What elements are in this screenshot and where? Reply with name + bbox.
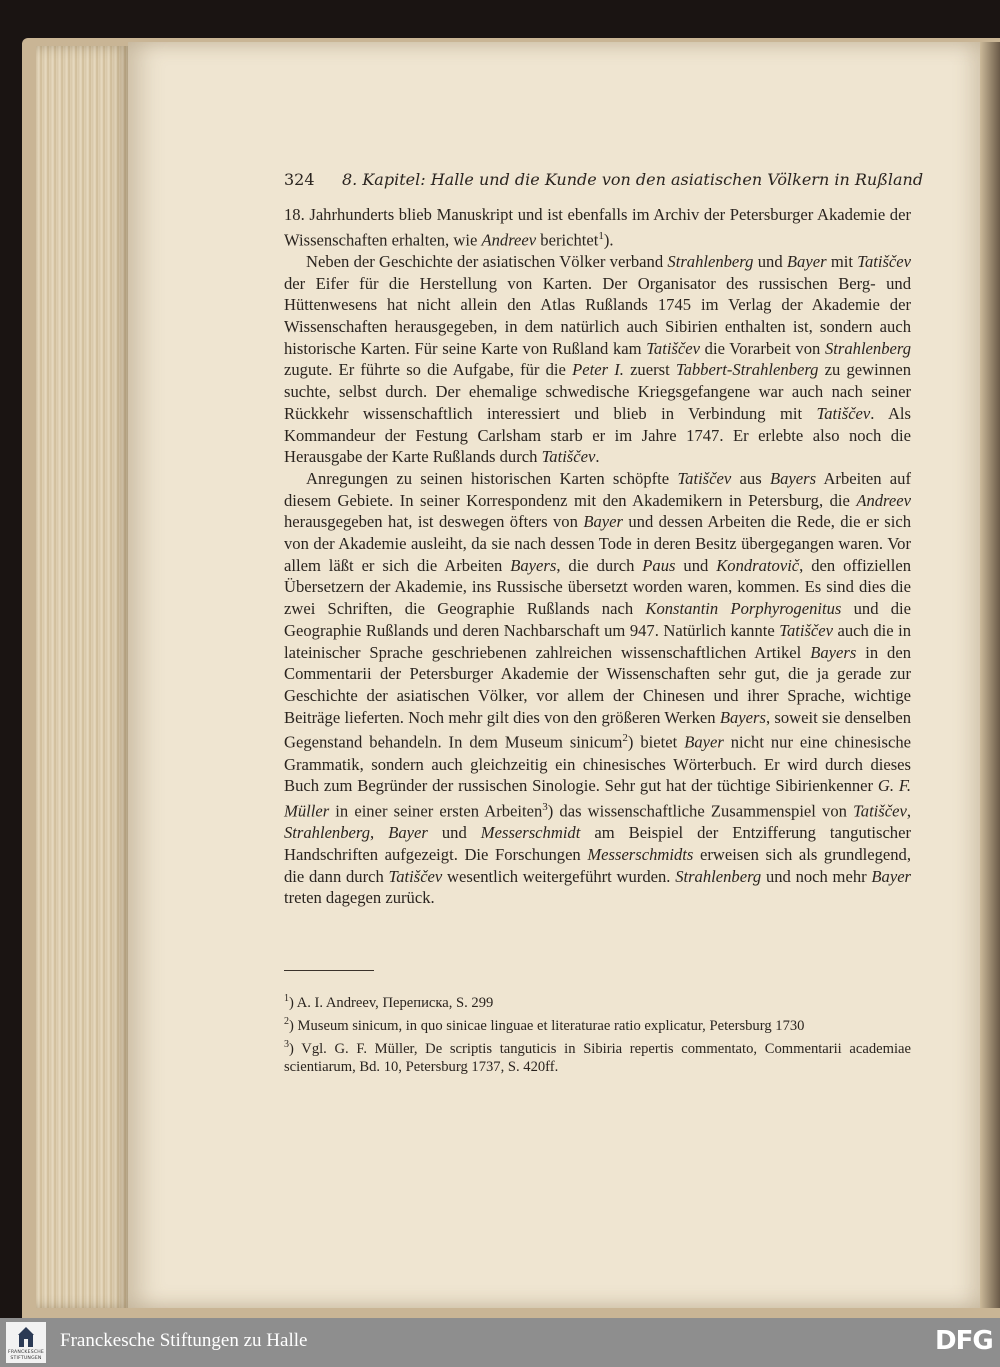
footnote: [284, 1013, 911, 1035]
footnote-ref[interactable]: 1: [598, 229, 604, 242]
footnote-ref[interactable]: 2: [622, 732, 628, 745]
italic-name: Bayer: [583, 512, 623, 532]
facing-page-edge: [980, 42, 1000, 1308]
page-number: 324: [284, 170, 315, 189]
paragraph: [284, 468, 911, 909]
text-run: Anregungen zu seinen historischen Karten schöpfte: [306, 468, 678, 488]
text-run: zu gewinnen suchte, selbst durch. Der ehemalige schwedische Kriegsgefangene war auch nach seiner Rückkehr wissenschaftlich interessiert und blieb in Verbindung mit: [284, 360, 911, 423]
text-run: nicht nur eine chinesische Grammatik, sondern auch gleichzeitig ein chinesisches Wörterbuch. Er wird durch dieses Buch zum Begründer der russischen Sinologie. Sehr gut hat der tüchtige Sibirienkenner: [284, 732, 911, 796]
text-run: 18. Jahrhunderts blieb Manuskript und ist ebenfalls im Archiv der Petersburger Akademie der Wissenschaften erhalten, wie: [284, 205, 911, 250]
logo-line-2: STIFTUNGEN: [10, 1356, 42, 1361]
text-run: und noch mehr: [761, 866, 872, 886]
text-run: in den Commentarii der Petersburger Akademie der Wissenschaften sehr gut, die ja gerade zur Geschichte der asiatischen Völker, vor allem der Chinesen und ihrer Sprache, wichtige Beiträge lieferten. Noch mehr gilt dies von den größeren Werken: [284, 642, 911, 727]
italic-name: Bayers: [769, 468, 817, 488]
building-icon: [17, 1326, 35, 1348]
text-run: und die Geographie Rußlands und deren Nachbarschaft um 947. Natürlich kannte: [284, 599, 911, 640]
running-title: 8. Kapitel: Halle und die Kunde von den asiatischen Völkern in Rußland: [342, 170, 924, 189]
italic-name: Tatiščev: [388, 866, 443, 886]
text-run: ,: [370, 823, 389, 843]
text-run: auch die in lateinischer Sprache geschriebenen zahlreichen wissenschaftlichen Artikel: [284, 620, 911, 662]
italic-name: Messerschmidt: [480, 823, 581, 843]
text-run: und dessen Arbeiten die Rede, die er sich von der Akademie ausleiht, da sie nach dessen Tode in deren Besitz übergegangen waren. Vor allem läßt er sich die Arbeiten: [284, 512, 911, 575]
text-run: Neben der Geschichte der asiatischen Völker verband: [306, 251, 668, 271]
italic-name: Tatiščev: [779, 620, 834, 640]
footnote-ref[interactable]: 3: [542, 801, 548, 814]
text-run: treten dagegen zurück.: [284, 888, 435, 908]
italic-name: Bayer: [871, 866, 912, 886]
text-run: mit: [826, 251, 858, 271]
italic-name: Tatiščev: [857, 251, 912, 271]
italic-name: Tabbert-Strahlenberg: [675, 360, 819, 380]
text-run: die Vorarbeit von: [700, 338, 825, 358]
text-run: zugute. Er führte so die Aufgabe, für die: [284, 360, 573, 380]
text-run: ).: [603, 230, 614, 250]
italic-name: Bayers: [719, 707, 766, 727]
text-run: , soweit sie denselben Gegenstand behandeln. In dem Museum sinicum: [284, 707, 911, 752]
footnote-mark: 3: [284, 1039, 289, 1051]
logo-line-1: FRANCKESCHE: [7, 1350, 45, 1355]
italic-name: Tatiščev: [853, 801, 907, 821]
italic-name: Andreev: [856, 490, 911, 510]
italic-name: Bayer: [684, 732, 724, 752]
footnote-mark: 2: [284, 1016, 289, 1028]
italic-name: Bayers: [510, 555, 557, 575]
text-run: und: [427, 823, 481, 843]
italic-name: Bayer: [786, 251, 827, 271]
italic-name: Andreev: [481, 230, 537, 250]
text-run: und: [753, 251, 787, 271]
text-run: berichtet: [536, 230, 599, 250]
body-text: [284, 204, 911, 909]
italic-name: Tatiščev: [541, 447, 596, 467]
footnotes: [284, 990, 911, 1077]
italic-name: Bayers: [810, 642, 857, 662]
italic-name: G. F. Müller: [284, 776, 911, 821]
paragraph: [284, 204, 911, 251]
text-run: .: [595, 447, 600, 467]
italic-name: Tatiščev: [677, 468, 732, 488]
italic-name: Peter I.: [572, 360, 624, 380]
text-run: . Als Kommandeur der Festung Carlsham starb er im Jahre 1747. Er erlebte also noch die Herausgabe der Karte Rußlands durch: [284, 403, 911, 467]
italic-name: Strahlenberg: [667, 251, 754, 271]
text-run: ) bietet: [627, 732, 685, 752]
text-run: aus: [731, 468, 770, 488]
text-run: und: [675, 555, 717, 575]
italic-name: Kondratovič: [716, 555, 800, 575]
text-run: Arbeiten auf diesem Gebiete. In seiner Korrespondenz mit den Akademikern in Petersburg, die: [284, 468, 911, 510]
italic-name: Strahlenberg: [675, 866, 762, 886]
dfg-logo[interactable]: DFG: [935, 1326, 993, 1356]
text-run: ) das wissenschaftliche Zusammenspiel von: [547, 801, 854, 821]
text-run: wesentlich weitergeführt wurden.: [442, 866, 676, 886]
text-run: in einer seiner ersten Arbeiten: [329, 801, 543, 821]
text-run: erweisen sich als grundlegend, die dann durch: [284, 844, 911, 886]
footnote: [284, 1036, 911, 1076]
text-run: am Beispiel der Entzifferung tangutischer Handschriften aufgezeigt. Die Forschungen: [284, 823, 911, 864]
footnote-mark: 1: [284, 993, 289, 1004]
page-edges: [36, 46, 130, 1308]
italic-name: Messerschmidts: [587, 844, 694, 864]
text-run: , den offiziellen Übersetzern der Akademie, ins Russische übersetzt worden waren, kommen. Es sind dies die zwei Schriften, die Geographie Rußlands nach: [284, 555, 911, 619]
footer-bar: [0, 1318, 1000, 1367]
footnote-text: ) Vgl. G. F. Müller, De scriptis tanguticis in Sibiria repertis commentato, Commentarii academiae scientiarum, Bd. 10, Petersburg 1737, S. 420ff.: [284, 1040, 911, 1076]
italic-name: Bayer: [388, 823, 428, 843]
footnote-text: ) Museum sinicum, in quo sinicae linguae et literaturae ratio explicatur, Petersburg 1730: [289, 1017, 805, 1034]
text-run: zuerst: [623, 360, 676, 380]
italic-name: Paus: [642, 555, 676, 575]
italic-name: Konstantin Porphyrogenitus: [645, 599, 842, 619]
institution-name[interactable]: Franckesche Stiftungen zu Halle: [60, 1330, 308, 1351]
text-run: herausgegeben hat, ist deswegen öfters von: [284, 512, 584, 532]
footnote: [284, 990, 911, 1012]
text-run: , die durch: [556, 555, 643, 575]
franckesche-logo: [6, 1322, 46, 1363]
text-run: der Eifer für die Herstellung von Karten. Der Organisator des russischen Berg- und Hüttenwesens hat nicht allein den Atlas Rußlands 1745 im Verlag der Akademie der Wissenschaften herausgegeben, in dem natürlich auch Sibirien enthalten ist, sondern auch historische Karten. Für seine Karte von Rußland kam: [284, 273, 911, 358]
footnote-text: ) A. I. Andreev, Переписка, S. 299: [289, 994, 494, 1011]
italic-name: Tatiščev: [646, 338, 700, 358]
paragraph: [284, 251, 911, 468]
italic-name: Strahlenberg: [284, 823, 371, 843]
footnote-separator: [284, 970, 374, 971]
italic-name: Tatiščev: [816, 403, 871, 423]
italic-name: Strahlenberg: [824, 338, 912, 358]
text-run: ,: [906, 801, 911, 821]
